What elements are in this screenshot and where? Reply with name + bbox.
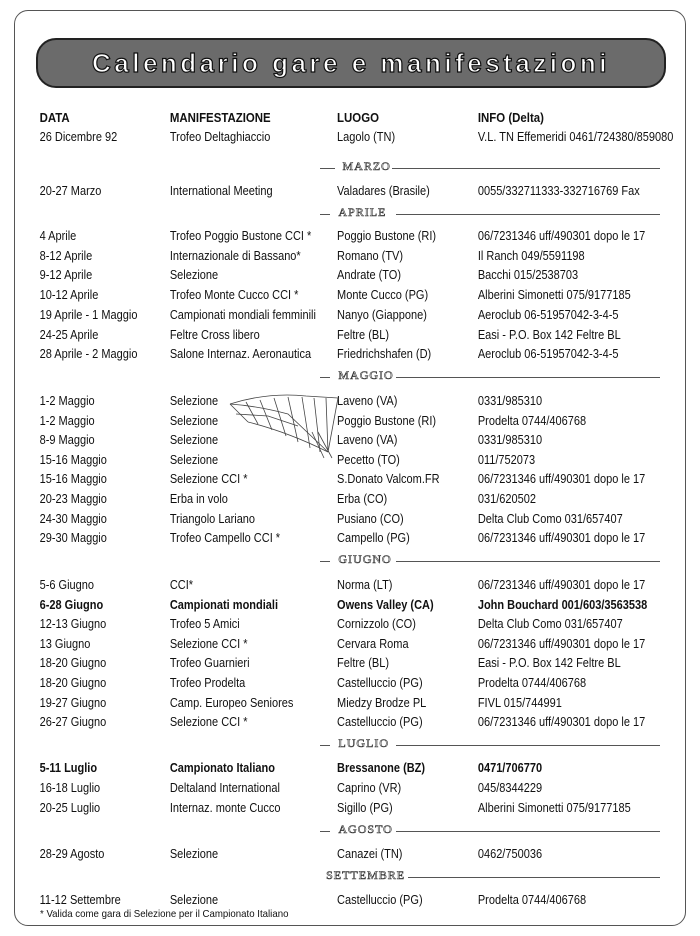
row-event: Selezione xyxy=(169,847,219,861)
row-info: 06/7231346 uff/490301 dopo le 17 xyxy=(477,578,646,592)
row-event: Selezione CCI * xyxy=(169,472,248,487)
row-place: Pusiano (CO) xyxy=(337,511,404,526)
month-separator xyxy=(40,554,660,568)
separator-line-left xyxy=(320,214,330,215)
row-place: Cornizzolo (CO) xyxy=(337,617,416,632)
separator-line-right xyxy=(396,831,660,832)
row-date: 18-20 Giugno xyxy=(39,676,107,690)
title-banner xyxy=(36,38,666,88)
table-row xyxy=(0,761,616,781)
row-event: Erba in volo xyxy=(169,492,228,506)
row-info: 045/8344229 xyxy=(477,781,543,795)
row-event: Trofeo 5 Amici xyxy=(169,617,240,632)
row-place: Laveno (VA) xyxy=(337,433,398,448)
table-row xyxy=(0,847,616,867)
row-place: Castelluccio (PG) xyxy=(337,715,423,730)
row-date: 15-16 Maggio xyxy=(39,452,107,467)
page-title: Calendario gare e manifestazioni xyxy=(91,47,610,78)
row-event: Selezione xyxy=(169,893,219,907)
row-date: 28-29 Agosto xyxy=(39,847,105,861)
row-date: 15-16 Maggio xyxy=(39,472,107,487)
month-label: AGOSTO xyxy=(338,822,393,836)
table-row xyxy=(0,531,646,551)
row-info: Aeroclub 06-51957042-3-4-5 xyxy=(477,347,619,362)
row-event: Selezione xyxy=(169,452,219,467)
row-date: 19-27 Giugno xyxy=(39,695,107,710)
row-place: Castelluccio (PG) xyxy=(337,893,423,907)
row-event: Selezione CCI * xyxy=(169,715,248,730)
separator-line-right xyxy=(392,168,661,169)
separator-line-right xyxy=(396,377,660,378)
row-event: Campionato Italiano xyxy=(169,761,275,775)
table-row xyxy=(0,801,631,821)
month-label: SETTEMBRE xyxy=(326,868,406,882)
row-place: Poggio Bustone (RI) xyxy=(337,413,437,428)
row-place: Canazei (TN) xyxy=(337,847,403,861)
row-place: Romano (TV) xyxy=(337,248,404,263)
row-place: Owens Valley (CA) xyxy=(337,597,434,612)
row-info: 06/7231346 uff/490301 dopo le 17 xyxy=(477,636,646,651)
month-label: MARZO xyxy=(342,159,391,173)
row-event: Camp. Europeo Seniores xyxy=(169,695,294,710)
table-row xyxy=(0,617,623,637)
row-place: Andrate (TO) xyxy=(337,268,402,283)
delta-wing-sketch-icon xyxy=(228,392,346,462)
row-info: 0462/750036 xyxy=(477,847,543,861)
table-row xyxy=(0,327,621,348)
table-row xyxy=(0,307,619,328)
month-label: GIUGNO xyxy=(338,552,392,566)
row-info: 031/620502 xyxy=(477,492,536,506)
row-info: Prodelta 0744/406768 xyxy=(477,413,587,428)
row-event: Selezione xyxy=(169,268,219,283)
month-separator xyxy=(40,370,660,384)
table-row xyxy=(0,249,616,269)
row-event: Selezione CCI * xyxy=(169,636,248,651)
row-place: Monte Cucco (PG) xyxy=(337,288,429,303)
row-place: Laveno (VA) xyxy=(337,394,398,408)
row-info: 0471/706770 xyxy=(477,761,543,775)
table-row xyxy=(0,347,619,367)
table-row xyxy=(0,676,616,696)
row-event: Salone Internaz. Aeronautica xyxy=(169,347,312,362)
row-date: 26-27 Giugno xyxy=(39,715,107,730)
row-info: Alberini Simonetti 075/9177185 xyxy=(477,801,631,815)
row-date: 5-11 Luglio xyxy=(39,761,98,775)
table-row xyxy=(0,268,616,288)
row-info: John Bouchard 001/603/3563538 xyxy=(477,597,648,612)
column-header-data: DATA xyxy=(39,110,70,125)
row-date: 18-20 Giugno xyxy=(39,656,107,671)
table-row xyxy=(0,636,646,657)
row-place: Cervara Roma xyxy=(337,636,409,651)
table-row xyxy=(0,715,646,735)
row-date: 19 Aprile - 1 Maggio xyxy=(39,307,138,322)
row-event: Selezione xyxy=(169,394,219,408)
month-label: APRILE xyxy=(338,205,387,219)
column-header-manifestazione: MANIFESTAZIONE xyxy=(169,110,271,125)
row-date: 16-18 Luglio xyxy=(39,781,101,795)
row-info: 0331/985310 xyxy=(477,433,543,448)
table-row xyxy=(0,696,616,716)
row-event: Selezione xyxy=(169,433,219,448)
row-date: 20-25 Luglio xyxy=(39,801,101,815)
month-separator xyxy=(40,161,660,175)
row-date: 1-2 Maggio xyxy=(39,394,95,408)
month-separator xyxy=(40,738,660,752)
separator-line-right xyxy=(396,745,660,746)
row-date: 4 Aprile xyxy=(39,229,77,243)
separator-line-left xyxy=(320,831,330,832)
row-event: Internaz. monte Cucco xyxy=(169,801,281,815)
row-place: Feltre (BL) xyxy=(337,656,390,671)
row-date: 13 Giugno xyxy=(39,636,91,651)
row-date: 8-9 Maggio xyxy=(39,433,95,448)
row-info: Il Ranch 049/5591198 xyxy=(477,248,585,263)
row-event: Trofeo Deltaghiaccio xyxy=(169,130,271,144)
table-row xyxy=(0,578,646,598)
row-place: Erba (CO) xyxy=(337,492,388,506)
row-date: 11-12 Settembre xyxy=(39,893,121,907)
row-info: 011/752073 xyxy=(477,452,536,467)
row-place: Miedzy Brodze PL xyxy=(337,695,427,710)
row-place: Lagolo (TN) xyxy=(337,130,396,144)
row-event: Deltaland International xyxy=(169,781,280,795)
separator-line-left xyxy=(320,168,335,169)
row-event: Trofeo Monte Cucco CCI * xyxy=(169,288,299,303)
row-info: 06/7231346 uff/490301 dopo le 17 xyxy=(477,472,646,487)
table-row xyxy=(0,492,616,512)
footnote: * Valida come gara di Selezione per il Campionato Italiano xyxy=(40,908,289,920)
row-date: 29-30 Maggio xyxy=(39,531,107,546)
row-info: Alberini Simonetti 075/9177185 xyxy=(477,288,631,303)
row-info: 06/7231346 uff/490301 dopo le 17 xyxy=(477,531,646,546)
column-header-row xyxy=(0,110,616,130)
separator-line-right xyxy=(408,877,660,878)
separator-line-left xyxy=(320,377,330,378)
row-date: 1-2 Maggio xyxy=(39,413,95,428)
row-date: 20-23 Maggio xyxy=(39,492,107,506)
row-place: Feltre (BL) xyxy=(337,327,390,342)
row-place: S.Donato Valcom.FR xyxy=(337,472,440,487)
row-info: Easi - P.O. Box 142 Feltre BL xyxy=(477,656,621,671)
row-info: Delta Club Como 031/657407 xyxy=(477,617,623,632)
row-info: Prodelta 0744/406768 xyxy=(477,676,587,690)
separator-line-left xyxy=(320,745,330,746)
column-header-info: INFO (Delta) xyxy=(477,110,544,125)
row-info: V.L. TN Effemeridi 0461/724380/859080 xyxy=(477,130,674,144)
row-date: 24-30 Maggio xyxy=(39,511,107,526)
separator-line-right xyxy=(396,561,660,562)
row-place: Sigillo (PG) xyxy=(337,801,393,815)
row-info: Bacchi 015/2538703 xyxy=(477,268,579,283)
row-info: Delta Club Como 031/657407 xyxy=(477,511,623,526)
row-date: 8-12 Aprile xyxy=(39,248,93,263)
month-label: LUGLIO xyxy=(338,736,390,750)
row-info: Easi - P.O. Box 142 Feltre BL xyxy=(477,327,621,342)
row-event: CCI* xyxy=(169,578,194,592)
row-info: FIVL 015/744991 xyxy=(477,695,562,710)
row-place: Pecetto (TO) xyxy=(337,452,400,467)
table-row xyxy=(0,597,648,618)
row-event: Triangolo Lariano xyxy=(169,511,256,526)
row-info: 06/7231346 uff/490301 dopo le 17 xyxy=(477,229,646,243)
row-date: 5-6 Giugno xyxy=(39,578,95,592)
column-header-luogo: LUOGO xyxy=(337,110,379,125)
row-place: Caprino (VR) xyxy=(337,781,402,795)
row-event: International Meeting xyxy=(169,184,273,198)
row-date: 28 Aprile - 2 Maggio xyxy=(39,347,138,362)
row-date: 24-25 Aprile xyxy=(39,327,99,342)
row-event: Campionati mondiali femminili xyxy=(169,307,316,322)
month-separator xyxy=(40,207,660,221)
row-event: Trofeo Prodelta xyxy=(169,676,246,690)
row-place: Poggio Bustone (RI) xyxy=(337,229,437,243)
row-info: 0331/985310 xyxy=(477,394,543,408)
row-date: 9-12 Aprile xyxy=(39,268,93,283)
row-event: Internazionale di Bassano* xyxy=(169,248,301,263)
table-row xyxy=(0,511,623,532)
table-row xyxy=(0,184,640,204)
row-date: 26 Dicembre 92 xyxy=(39,130,118,144)
row-event: Selezione xyxy=(169,413,219,428)
row-place: Friedrichshafen (D) xyxy=(337,347,432,362)
row-date: 12-13 Giugno xyxy=(39,617,107,632)
row-place: Castelluccio (PG) xyxy=(337,676,423,690)
separator-line-left xyxy=(320,561,330,562)
month-separator xyxy=(40,824,660,838)
row-place: Bressanone (BZ) xyxy=(337,761,426,775)
row-date: 10-12 Aprile xyxy=(39,288,99,303)
row-place: Nanyo (Giappone) xyxy=(337,307,427,322)
row-place: Campello (PG) xyxy=(337,531,410,546)
row-event: Trofeo Guarnieri xyxy=(169,656,250,671)
row-event: Trofeo Campello CCI * xyxy=(169,531,281,546)
table-row xyxy=(0,472,646,492)
row-event: Feltre Cross libero xyxy=(169,327,260,342)
table-row xyxy=(0,288,631,308)
row-info: Aeroclub 06-51957042-3-4-5 xyxy=(477,307,619,322)
row-info: 06/7231346 uff/490301 dopo le 17 xyxy=(477,715,646,730)
row-date: 20-27 Marzo xyxy=(39,184,102,198)
month-label: MAGGIO xyxy=(338,368,394,382)
row-info: Prodelta 0744/406768 xyxy=(477,893,587,907)
row-event: Trofeo Poggio Bustone CCI * xyxy=(169,229,312,243)
row-event: Campionati mondiali xyxy=(169,597,279,612)
month-separator xyxy=(40,870,660,884)
table-row xyxy=(0,130,674,150)
row-date: 6-28 Giugno xyxy=(39,597,104,612)
separator-line-right xyxy=(396,214,660,215)
table-row xyxy=(0,229,646,249)
table-row xyxy=(0,656,621,676)
row-place: Norma (LT) xyxy=(337,578,393,592)
row-info: 0055/332711333-332716769 Fax xyxy=(477,184,640,198)
table-row xyxy=(0,781,616,801)
row-place: Valadares (Brasile) xyxy=(337,184,430,198)
